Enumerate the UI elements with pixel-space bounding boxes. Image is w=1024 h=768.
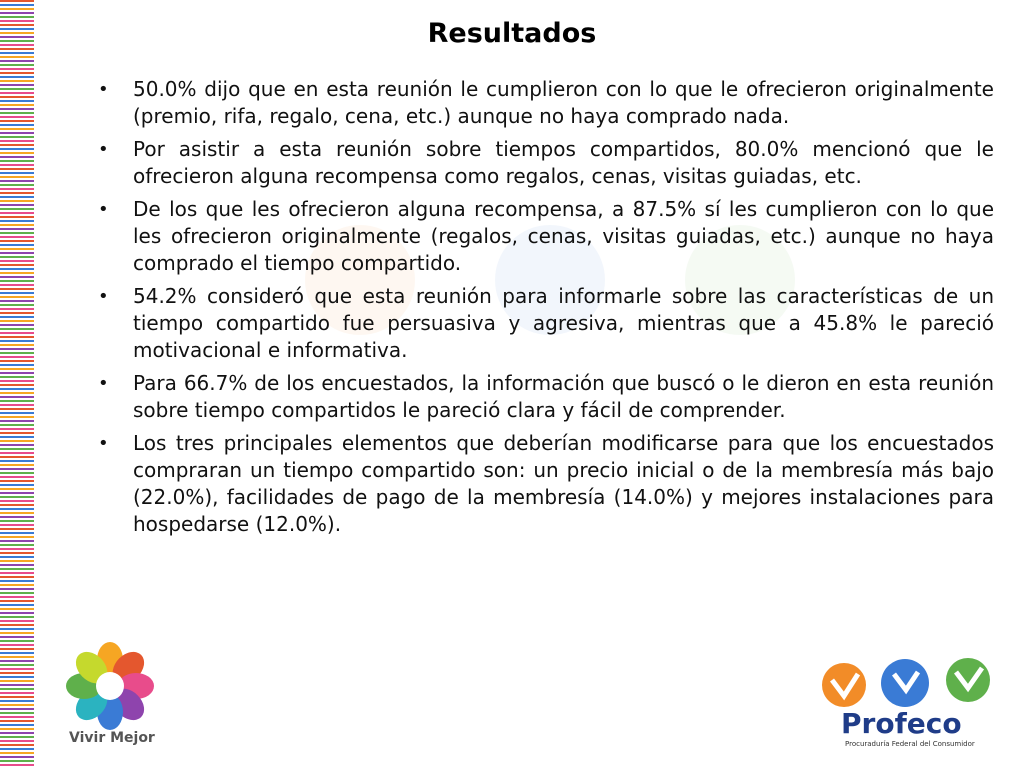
bullet-text: 54.2% consideró que esta reunión para informarle sobre las características de un tiempo compartido fue persuasiva y agresiva, mientras que a 45.8% le pareció motivacional e informativa. (133, 284, 994, 362)
vivir-mejor-label: Vivir Mejor (69, 730, 155, 746)
list-item (92, 430, 994, 538)
list-item (92, 196, 994, 277)
bullet-text: Los tres principales elementos que deberían modificarse para que los encuestados compraran un tiempo compartido son: un precio inicial o de la membresía más bajo (22.0%), facilidades de pago de la membresía (14.0%) y mejores instalaciones para hospedarse (12.0%). (133, 431, 994, 536)
profeco-label: Profeco (841, 707, 962, 740)
bullet-marker: • (98, 139, 109, 160)
bullet-text: De los que les ofrecieron alguna recompensa, a 87.5% sí les cumplieron con lo que les ofrecieron originalmente (regalos, cenas, visitas guiadas, etc.) aunque no haya comprado el tiempo compartido. (133, 197, 994, 275)
bullet-text: Por asistir a esta reunión sobre tiempos compartidos, 80.0% mencionó que le ofrecieron alguna recompensa como regalos, cenas, visitas guiadas, etc. (133, 137, 994, 188)
bullet-marker: • (98, 79, 109, 100)
bullet-text: Para 66.7% de los encuestados, la información que buscó o le dieron en esta reunión sobre tiempo compartidos le pareció clara y fácil de comprender. (133, 371, 994, 422)
bullet-marker: • (98, 286, 109, 307)
list-item (92, 136, 994, 190)
bullet-marker: • (98, 199, 109, 220)
results-list-container (92, 76, 994, 544)
slide-title: Resultados (427, 18, 597, 49)
list-item (92, 370, 994, 424)
list-item (92, 76, 994, 130)
results-list (92, 76, 994, 538)
profeco-subtitle: Procuraduría Federal del Consumidor (845, 740, 975, 748)
list-item (92, 283, 994, 364)
bullet-marker: • (98, 373, 109, 394)
decorative-stripes (0, 0, 34, 768)
bullet-marker: • (98, 433, 109, 454)
bullet-text: 50.0% dijo que en esta reunión le cumplieron con lo que le ofrecieron originalmente (premio, rifa, regalo, cena, etc.) aunque no haya comprado nada. (133, 77, 994, 128)
